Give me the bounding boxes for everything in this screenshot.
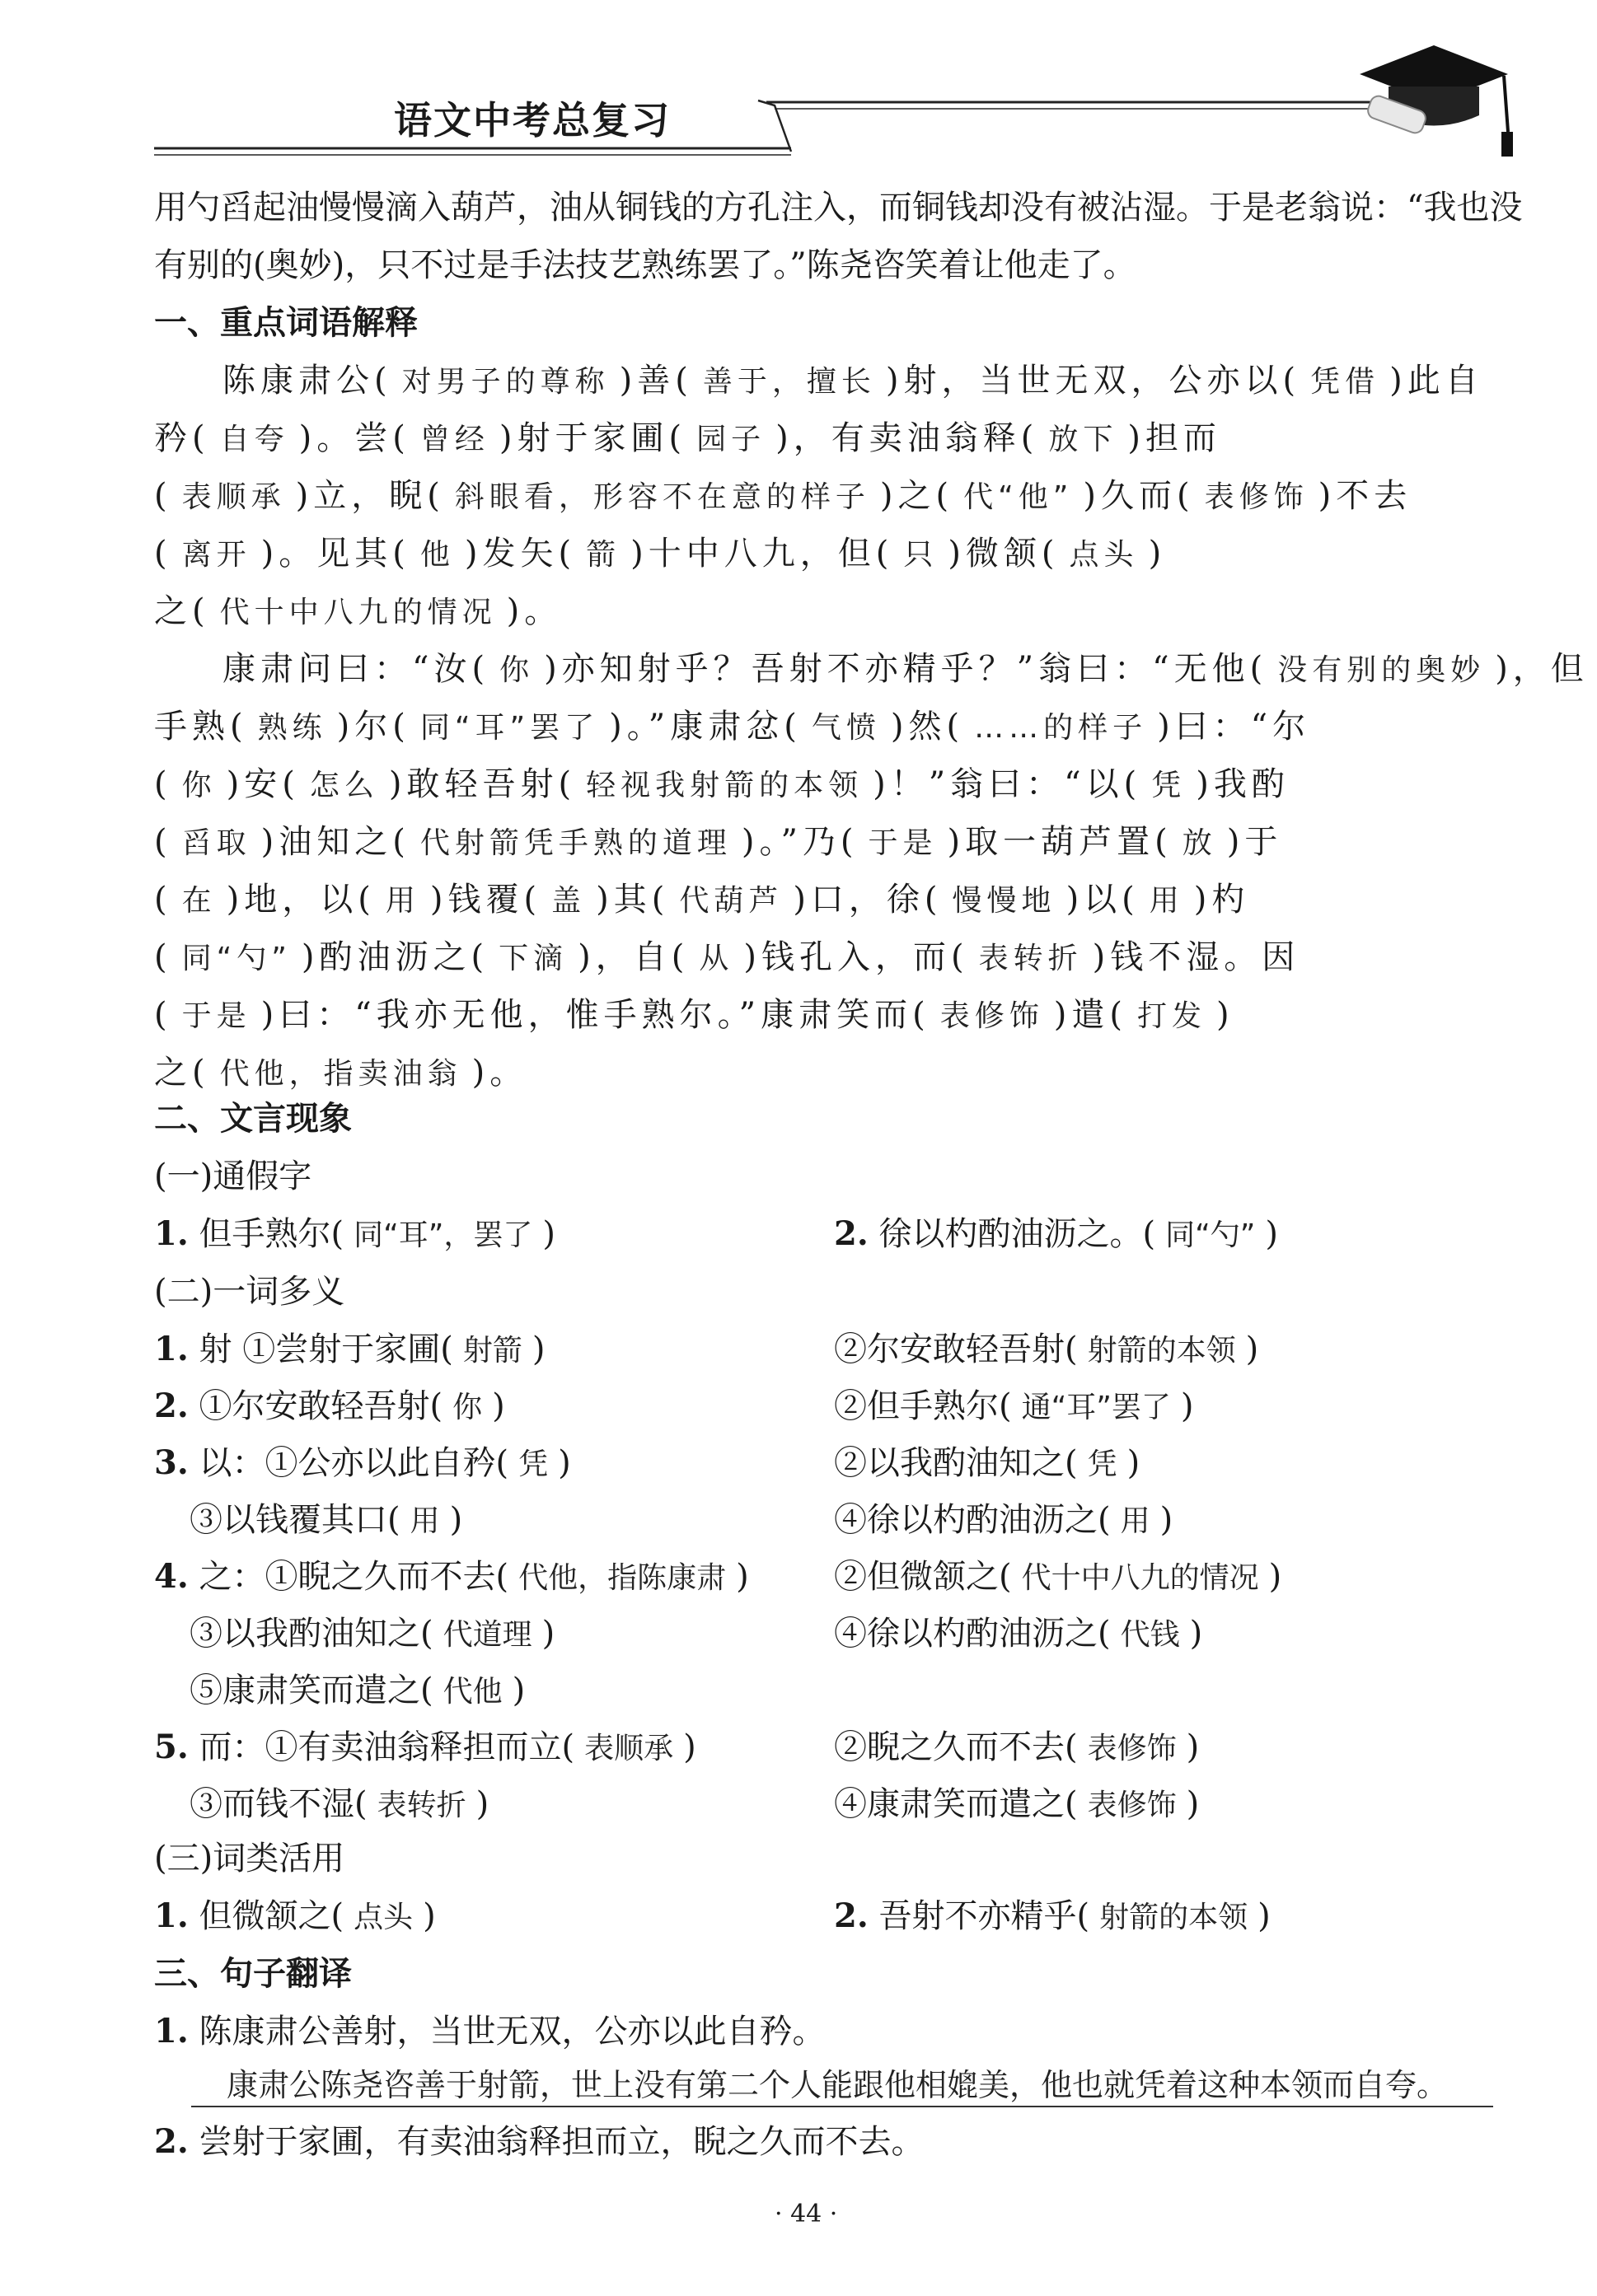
text-segment: 手熟( [154,708,248,746]
translation-question-2 [154,2122,925,2161]
answer: 点头 [354,1901,414,1934]
answer: 你 [452,1391,483,1424]
text-segment: )！”翁曰：“以( [873,765,1142,803]
answer: 慢慢地 [952,884,1056,918]
text-segment: )然( [890,708,965,746]
item-text: ①尔安敢轻吾射( [199,1387,443,1425]
text-segment: )射，当世无双，公亦以( [885,362,1301,400]
text-segment: )之( [879,477,954,515]
text-segment: 之( [154,1054,210,1092]
yiciduoyi-item [834,1444,1140,1482]
answer: 从 [699,942,734,975]
section-1-heading: 一、重点词语解释 [154,304,418,342]
answer: 盖 [551,884,587,918]
answer: 于是 [181,999,251,1033]
answer: 箭 [586,538,621,572]
paren-close: ) [1186,1728,1200,1766]
header-title: 语文中考总复习 [394,98,671,143]
answer: 在 [181,884,217,918]
p2-line [222,650,1589,688]
answer: 下滴 [499,942,569,975]
text-segment: )十中八九，但( [630,535,894,573]
answer: 代钱 [1120,1618,1180,1652]
item-text: ⑤康肃笑而遣之( [190,1672,433,1709]
answer: 熟练 [257,711,327,745]
answer: 表修饰 [939,999,1044,1033]
paren-close: ) [475,1785,489,1823]
text-segment: )油知之( [260,823,410,861]
text-segment: )亦知射乎？吾射不亦精乎？”翁曰：“无他( [544,650,1268,688]
subsection-cileihuoyong: (三)词类活用 [154,1840,345,1877]
answer: 射箭的本领 [1087,1334,1236,1368]
item-number: 3. [154,1443,189,1482]
paren-close: ) [1186,1785,1200,1823]
answer: 放 [1182,826,1217,860]
item-text: 之：①睨之久而不去( [199,1558,509,1596]
p1-line [222,362,1483,400]
text-segment: )善( [619,362,693,400]
item-text: 但手熟尔( [199,1215,344,1253]
text-segment: )微颔( [948,535,1060,573]
yiciduoyi-item [154,1443,571,1482]
paren-close: ) [1265,1215,1279,1253]
yiciduoyi-item [190,1785,489,1823]
paren-close: ) [1126,1444,1140,1482]
item-text: 徐以杓酌油沥之。( [878,1215,1156,1253]
item-number: 2. [154,2122,189,2161]
item-text: ④徐以杓酌油沥之( [834,1501,1111,1539]
text-segment: )。见其( [260,535,410,573]
paren-close: ) [736,1558,749,1596]
answer: 对男子的尊称 [401,365,610,399]
answer: 用 [410,1504,440,1538]
yiciduoyi-item [154,1728,696,1766]
yiciduoyi-item [154,1330,546,1368]
item-text: ③以钱覆其口( [190,1501,400,1539]
text-segment: ( [154,823,172,861]
text-segment: )地，以( [226,881,376,919]
answer: 轻视我射箭的本领 [586,769,864,802]
p2-line [154,938,1300,976]
yiciduoyi-item [834,1615,1203,1653]
answer: 代道理 [443,1618,532,1652]
tongjiazi-item-1 [154,1214,556,1253]
header-decoration [0,0,1597,181]
answer: 用 [385,884,420,918]
text-segment: )。”乃( [741,823,859,861]
subsection-tongjiazi: (一)通假字 [154,1157,312,1195]
text-segment: 陈康肃公( [222,362,392,400]
answer: 只 [903,538,939,572]
answer: 代他，指陈康肃 [518,1561,727,1595]
answer: 怎么 [309,769,379,802]
text-segment: )立，睨( [295,477,445,515]
answer: 善于，擅长 [702,365,876,399]
item-text: 射 ①尝射于家圃( [199,1330,453,1368]
p2-line [154,881,1250,919]
text-segment: )担而 [1127,419,1221,457]
item-text: 吾射不亦精乎( [878,1897,1090,1935]
answer: 斜眼看，形容不在意的样子 [454,480,870,514]
text-segment: )射于家圃( [499,419,687,457]
section-2-heading: 二、文言现象 [154,1100,352,1138]
text-segment: )钱覆( [429,881,542,919]
answer: 代他 [443,1675,503,1709]
p1-line [154,592,563,630]
text-segment: )不去 [1318,477,1412,515]
text-segment: )以( [1065,881,1140,919]
answer: 用 [1120,1504,1150,1538]
text-segment: )钱不湿。因 [1092,938,1300,976]
answer: 表转折 [978,942,1083,975]
answer: 表顺承 [584,1732,674,1765]
yiciduoyi-item [834,1728,1200,1766]
item-text: 而：①有卖油翁释担而立( [199,1728,575,1766]
answer: 表转折 [377,1789,466,1822]
answer: 代十中八九的情况 [219,596,497,629]
paren-close: ) [532,1330,546,1368]
text-segment: 矜( [154,419,210,457]
text-segment: )尔( [336,708,410,746]
subsection-yiciduoyi: (二)一词多义 [154,1273,345,1311]
text-segment: )，自( [578,938,690,976]
text-segment: )曰：“尔 [1157,708,1311,746]
answer: 同“耳”，罢了 [354,1218,533,1252]
item-text: ②但手熟尔( [834,1387,1012,1425]
answer: 曾经 [419,423,489,456]
yiciduoyi-item [834,1501,1173,1539]
yiciduoyi-item [190,1674,525,1707]
answer: 自夸 [219,423,289,456]
text-segment: ( [154,765,172,803]
answer: 射箭 [462,1334,522,1368]
paren-close: ) [1189,1615,1203,1653]
p1-line [154,419,1221,457]
yiciduoyi-item [154,1386,505,1425]
p2-line [154,996,1234,1034]
item-number: 5. [154,1728,189,1766]
text-segment: )。 [471,1054,528,1092]
answer: 你 [499,653,535,687]
yiciduoyi-item [834,1785,1200,1823]
answer: 表顺承 [181,480,286,514]
item-text: ④康肃笑而遣之( [834,1785,1078,1823]
tongjiazi-item-2 [834,1214,1279,1253]
intro-line-1: 用勺舀起油慢慢滴入葫芦，油从铜钱的方孔注入，而铜钱却没有被沾湿。于是老翁说：“我也没 [154,189,1523,227]
translation-question-1 [154,2012,826,2051]
text-segment: )口，徐( [793,881,943,919]
text-segment: )取一葫芦置( [947,823,1173,861]
yiciduoyi-item [834,1558,1282,1596]
item-text: 但微颔之( [199,1897,344,1935]
text-segment: )。尝( [298,419,410,457]
text-segment: ) [1215,996,1234,1034]
cileihuoyong-item-1 [154,1896,436,1935]
text-segment: )久而( [1083,477,1195,515]
answer: 用 [1149,884,1184,918]
paren-close: ) [683,1728,696,1766]
item-text: 尝射于家圃，有卖油翁释担而立，睨之久而不去。 [199,2123,925,2161]
text-segment: )杓 [1193,881,1250,919]
text-segment: )其( [596,881,670,919]
text-segment: )此自 [1389,362,1483,400]
item-number: 1. [154,1896,189,1935]
answer: 表修饰 [1204,480,1309,514]
p1-line [154,535,1167,573]
item-number: 2. [834,1896,869,1935]
intro-line-2: 有别的(奥妙)，只不过是手法技艺熟练罢了。”陈尧咨笑着让他走了。 [154,246,1136,284]
section-3-heading: 三、句子翻译 [154,1955,352,1993]
paren-close: ) [423,1897,436,1935]
paren-close: ) [1268,1558,1282,1596]
item-number: 1. [154,1214,189,1253]
p1-line [154,477,1412,515]
paren-close: ) [542,1215,556,1253]
answer: 他 [419,538,455,572]
item-text: 陈康肃公善射，当世无双，公亦以此自矜。 [199,2013,826,2051]
answer: 表修饰 [1087,1789,1177,1822]
text-segment: )发矢( [464,535,577,573]
translation-answer-1: 康肃公陈尧咨善于射箭，世上没有第二个人能跟他相媲美，他也就凭着这种本领而自夸。 [227,2067,1449,2103]
text-segment: ( [154,477,172,515]
item-text: ②尔安敢轻吾射( [834,1330,1078,1368]
p2-line [154,708,1311,746]
answer: 凭 [518,1447,549,1481]
answer: 凭 [1087,1447,1117,1481]
yiciduoyi-item [834,1387,1194,1425]
answer: 代“他” [963,480,1074,514]
answer: 打发 [1136,999,1206,1033]
answer: 点头 [1069,538,1139,572]
paren-close: ) [492,1387,505,1425]
answer-underline [191,2106,1493,2107]
text-segment: 康肃问曰：“汝( [222,650,490,688]
graduation-cap-icon [1360,45,1513,157]
text-segment: ( [154,535,172,573]
cileihuoyong-item-2 [834,1896,1271,1935]
yiciduoyi-item [834,1330,1259,1368]
text-segment: 之( [154,592,210,630]
answer: 于是 [868,826,938,860]
answer: 代葫芦 [679,884,784,918]
item-text: ②睨之久而不去( [834,1728,1078,1766]
paren-close: ) [1159,1501,1173,1539]
item-text: ③而钱不湿( [190,1785,368,1823]
paren-close: ) [541,1615,555,1653]
answer: 园子 [696,423,766,456]
item-text: 以：①公亦以此自矜( [199,1444,509,1482]
answer: 你 [181,769,217,802]
paren-close: ) [1245,1330,1259,1368]
answer: 离开 [181,538,251,572]
item-number: 1. [154,2012,189,2051]
answer: 代射箭凭手熟的道理 [419,826,732,860]
answer: 射箭的本领 [1099,1901,1248,1934]
text-segment: )。 [506,592,563,630]
answer: 代十中八九的情况 [1021,1561,1259,1595]
answer: 没有别的奥妙 [1277,653,1486,687]
p2-line [154,823,1283,861]
paren-close: ) [449,1501,463,1539]
text-segment: ( [154,881,172,919]
text-segment: )。”康肃忿( [609,708,802,746]
text-segment: ( [154,996,172,1034]
answer: 代他，指卖油翁 [219,1057,462,1091]
text-segment: )敢轻吾射( [388,765,577,803]
paren-close: ) [512,1672,526,1709]
text-segment: )于 [1226,823,1283,861]
answer: 同“勺” [181,942,292,975]
answer: 通“耳”罢了 [1021,1391,1171,1424]
item-number: 2. [154,1386,189,1425]
text-segment: )安( [226,765,300,803]
paren-close: ) [558,1444,571,1482]
item-text: ③以我酌油知之( [190,1615,433,1653]
answer: 气愤 [811,711,881,745]
p2-line [154,765,1290,803]
p2-line [154,1054,528,1092]
text-segment: )酌油沥之( [301,938,489,976]
text-segment: )钱孔入，而( [743,938,969,976]
paren-close: ) [1257,1897,1271,1935]
text-segment: )，有卖油翁释( [775,419,1039,457]
answer: 凭借 [1310,365,1380,399]
yiciduoyi-item [154,1557,749,1596]
item-text: ②但微颔之( [834,1558,1012,1596]
answer: 舀取 [181,826,251,860]
answer: 同“耳”罢了 [419,711,600,745]
answer: ……的样子 [974,711,1148,745]
answer: 凭 [1151,769,1187,802]
text-segment: ( [154,938,172,976]
yiciduoyi-item [190,1501,463,1539]
paren-close: ) [1180,1387,1194,1425]
answer: 放下 [1048,423,1118,456]
item-number: 4. [154,1557,189,1596]
text-segment: )曰：“我亦无他，惟手熟尔。”康肃笑而( [260,996,930,1034]
text-segment: )我酌 [1196,765,1290,803]
item-text: ④徐以杓酌油沥之( [834,1615,1111,1653]
answer: 同“勺” [1165,1218,1256,1252]
yiciduoyi-item [190,1615,555,1653]
text-segment: )遣( [1053,996,1127,1034]
page-number: · 44 · [775,2200,838,2228]
answer: 表修饰 [1087,1732,1177,1765]
text-segment: ) [1148,535,1167,573]
item-number: 1. [154,1330,189,1368]
item-number: 2. [834,1214,869,1253]
text-segment: )，但 [1495,650,1589,688]
item-text: ②以我酌油知之( [834,1444,1078,1482]
